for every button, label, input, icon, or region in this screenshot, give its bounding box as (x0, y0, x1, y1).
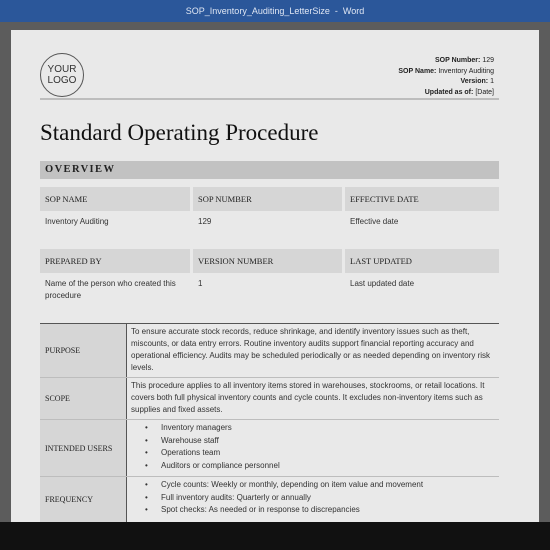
frequency-list-cell (127, 477, 499, 522)
sop-name-value-cell: Inventory Auditing (45, 217, 109, 226)
overview-heading: OVERVIEW (40, 161, 499, 179)
document-title: Standard Operating Procedure (40, 120, 319, 145)
title-bar (0, 0, 550, 22)
frequency-list (131, 479, 495, 517)
version-label: Version: (460, 78, 489, 85)
list-item: • Full inventory audits: Quarterly or annually (131, 492, 495, 505)
version-number-value-cell: 1 (198, 279, 203, 288)
prepared-by-header: PREPARED BY (40, 249, 190, 273)
list-item: • Cycle counts: Weekly or monthly, depending on item value and movement (131, 479, 495, 492)
updated-label: Updated as of: (424, 88, 474, 96)
header-divider (40, 98, 499, 100)
list-item: • Warehouse staff (131, 435, 495, 448)
version-value: 1 (490, 78, 494, 85)
logo-placeholder (40, 53, 84, 97)
list-item: • Operations team (131, 447, 495, 460)
app-name: Word (342, 6, 365, 16)
last-updated-header: LAST UPDATED (345, 249, 499, 273)
frequency-label: FREQUENCY (40, 477, 127, 522)
intended-users-list-cell (127, 420, 499, 476)
sop-number-label: SOP Number: (434, 57, 481, 64)
document-name: SOP_Inventory_Auditing_LetterSize (185, 6, 330, 16)
sop-name-header: SOP NAME (40, 187, 190, 211)
intended-users-label: INTENDED USERS (40, 420, 127, 476)
sop-number-header: SOP NUMBER (193, 187, 342, 211)
list-item: • Inventory managers (131, 422, 495, 435)
intended-users-row (40, 420, 499, 477)
details-table (40, 323, 499, 522)
purpose-text: To ensure accurate stock records, reduce shrinkage, and identify inventory issues such as theft, miscounts, or data entry errors. Routine inventory audits support financial reporting accuracy and operational efficiency. Audits may be scheduled periodically or as needed depending on inventory risk levels. (131, 327, 491, 372)
document-workspace[interactable] (0, 22, 550, 522)
list-item: • Spot checks: As needed or in response to discrepancies (131, 504, 495, 517)
scope-label: SCOPE (40, 378, 127, 419)
version-number-header: VERSION NUMBER (193, 249, 342, 273)
document-page[interactable] (11, 30, 539, 522)
intended-users-list (131, 422, 495, 472)
sop-name-label: SOP Name: (398, 67, 437, 75)
purpose-label: PURPOSE (40, 324, 127, 377)
title-separator: - (334, 6, 338, 16)
sop-meta-block (398, 56, 494, 98)
scope-text: This procedure applies to all inventory items stored in warehouses, stockrooms, or retail locations. It covers both full physical inventory counts and cycle counts. It excludes non-inventory items such as supplies and fixed assets. (131, 381, 485, 414)
sop-name-value: Inventory Auditing (438, 67, 494, 75)
sop-number-value-cell: 129 (198, 217, 212, 226)
taskbar (0, 522, 550, 550)
logo-text: YOUR LOGO (47, 64, 77, 86)
last-updated-value-cell: Last updated date (350, 279, 415, 288)
scope-row (40, 378, 499, 420)
sop-number-value: 129 (482, 57, 494, 64)
updated-value: [Date] (475, 88, 494, 96)
purpose-row (40, 324, 499, 378)
prepared-by-value-cell: Name of the person who created this procedure (45, 279, 176, 300)
effective-date-header: EFFECTIVE DATE (345, 187, 499, 211)
frequency-row (40, 477, 499, 522)
list-item: • Auditors or compliance personnel (131, 460, 495, 473)
effective-date-value-cell: Effective date (350, 217, 399, 226)
